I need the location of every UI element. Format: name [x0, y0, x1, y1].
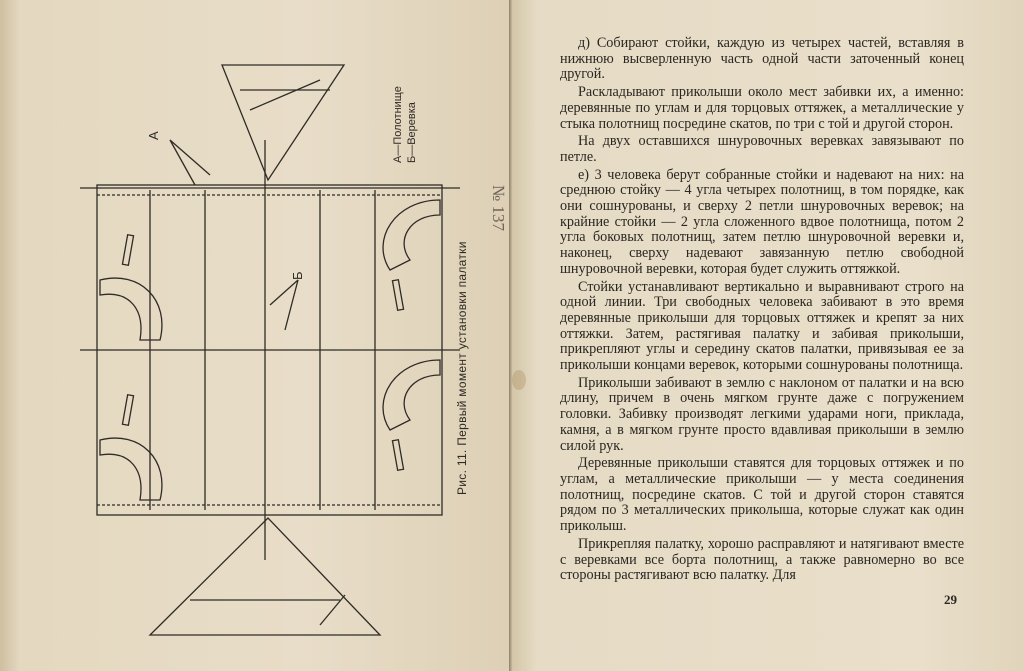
library-stamp: № 137 — [489, 185, 508, 231]
legend-verevka: Б—Веревка — [406, 102, 418, 163]
body-text — [560, 36, 964, 586]
figure-caption: Рис. 11. Первый момент установки палатки — [455, 241, 469, 495]
paragraph: Раскладывают приколыши около мест забивки их, а именно: деревянные по углам и для торцовых оттяжек, а металлические у стыка полотнищ посредине скатов, по три с той и другой сторон. — [560, 84, 964, 132]
page-stain — [512, 370, 526, 390]
paragraph: Деревянные приколыши ставятся для торцовых оттяжек и по углам, а металлические приколыши — у места соединения полотнищ, посредине скатов. С той и другой сторон ставятся рядом по 3 металлических приколыша, которые служат как один приколыш. — [560, 455, 964, 535]
legend-polotnishche: А—Полотнище — [392, 86, 404, 163]
label-a: А — [146, 131, 161, 140]
paragraph: На двух оставшихся шнуровочных веревках завязывают по петле. — [560, 133, 964, 165]
left-page — [0, 0, 510, 671]
paragraph: Прикрепляя палатку, хорошо расправляют и натягивают вместе с веревками все борта полотнищ, а также равномерно во все стороны растягивают всю палатку. Для — [560, 535, 964, 584]
tent-top-triangle — [222, 65, 344, 180]
paragraph: д) Собирают стойки, каждую из четырех частей, вставляя в нижнюю высверленную часть одной части заточенный конец другой. — [560, 35, 964, 83]
label-b: Б — [290, 271, 305, 280]
paragraph: е) 3 человека берут собранные стойки и надевают на них: на среднюю стойку — 4 угла четырех полотнищ, в том порядке, как они сошнурованы, и сверху 2 петли шнуровочных веревок; на крайние стойки — 2 угла сложенного вдвое полотнища, потом 2 угла боковых полотнищ, затем петлю шнуровочной веревки и, наконец, сверху надевают завязанную петлю свободной шнуровочной веревки, которая будет служить оттяжкой. — [560, 166, 964, 277]
page-number: 29 — [944, 592, 957, 607]
paragraph: Приколыши забивают в землю с наклоном от палатки и на всю длину, причем в очень мягком грунте даже с погружением головки. Забивку производят легкими ударами ноги, приклада, камня, а в мягком грунте просто вдавливая приколыши в землю силой рук. — [560, 374, 964, 454]
paragraph: Стойки устанавливают вертикально и выравнивают строго на одной линии. Три свободных человека забивают в это время деревянные приколыши для торцовых оттяжек и крепят за них оттяжки. Затем, растягивая палатку и забивая приколыши, прикрепляют углы и середину скатов палатки, привязывая ее за приколыши концами веревок, которыми сошнурованы полотнища. — [560, 278, 964, 374]
tent-diagram — [40, 40, 500, 640]
